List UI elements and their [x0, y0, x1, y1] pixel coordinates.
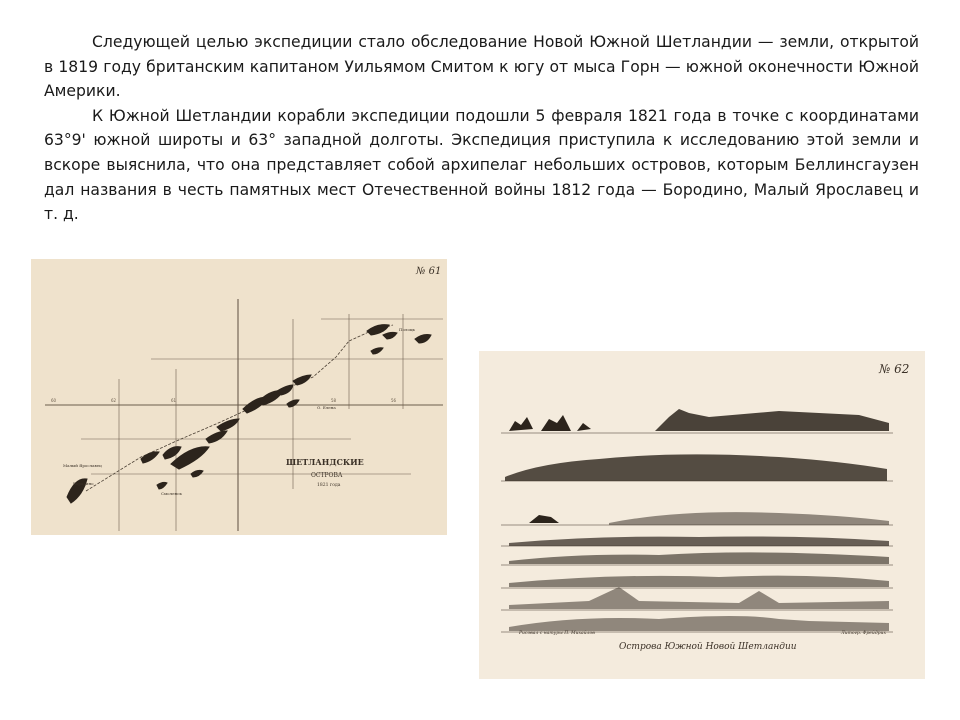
map-subtitle: ОСТРОВА — [311, 472, 343, 479]
paragraph-intro: Следующей целью экспедиции стало обследование Новой Южной Шетландии — земли, открытой в 1819 году британским капитаном Уильямом Смитом к югу от мыса Горн — южной оконечности Южной Америки. — [44, 33, 919, 101]
svg-text:58: 58 — [331, 398, 337, 403]
map-title: ШЕТЛАНДСКИЕ — [286, 457, 364, 467]
map-drawing — [31, 259, 447, 535]
map-grid — [45, 299, 443, 531]
map-island-label: Малый Ярославец — [63, 463, 102, 468]
map-number: № 61 — [416, 266, 442, 277]
svg-text:56: 56 — [391, 398, 397, 403]
coastal-views-plate — [479, 351, 925, 679]
paragraph-arrival: К Южной Шетландии корабли экспедиции подошли 5 февраля 1821 года в точке с координатами 63°9' южной широты и 63° западной долготы. Экспедиция приступила к исследованию этой земли и вскоре выяснила, что она представляет собой архипелаг небольших островов, которым Беллинсгаузен дал названия в честь памятных мест Отечественной войны 1812 года — Бородино, Малый Ярославец и т. д. — [44, 106, 919, 224]
shetland-islands-map — [31, 259, 447, 535]
map-island-label: Смоленск — [161, 491, 182, 496]
map-island-label: Полоцк — [399, 327, 415, 332]
map-island-label: Бородино — [73, 481, 94, 486]
slide-text — [44, 30, 919, 227]
svg-text:60: 60 — [51, 398, 57, 403]
plate-caption: Острова Южной Новой Шетландии — [619, 642, 797, 652]
map-island-label: О. Елена — [317, 405, 336, 410]
islands — [67, 325, 431, 503]
coastal-profiles — [505, 409, 889, 631]
plate-number: № 62 — [879, 362, 910, 376]
signature-right: Литогр. Фрейдрих — [841, 631, 886, 636]
coastal-views-drawing — [479, 351, 925, 679]
signature-left: Рисовал с натуры П. Михайлов — [519, 631, 595, 636]
svg-text:62: 62 — [111, 398, 117, 403]
svg-text:61: 61 — [171, 398, 177, 403]
map-year: 1821 года — [317, 483, 341, 488]
map-ticks — [51, 398, 397, 403]
